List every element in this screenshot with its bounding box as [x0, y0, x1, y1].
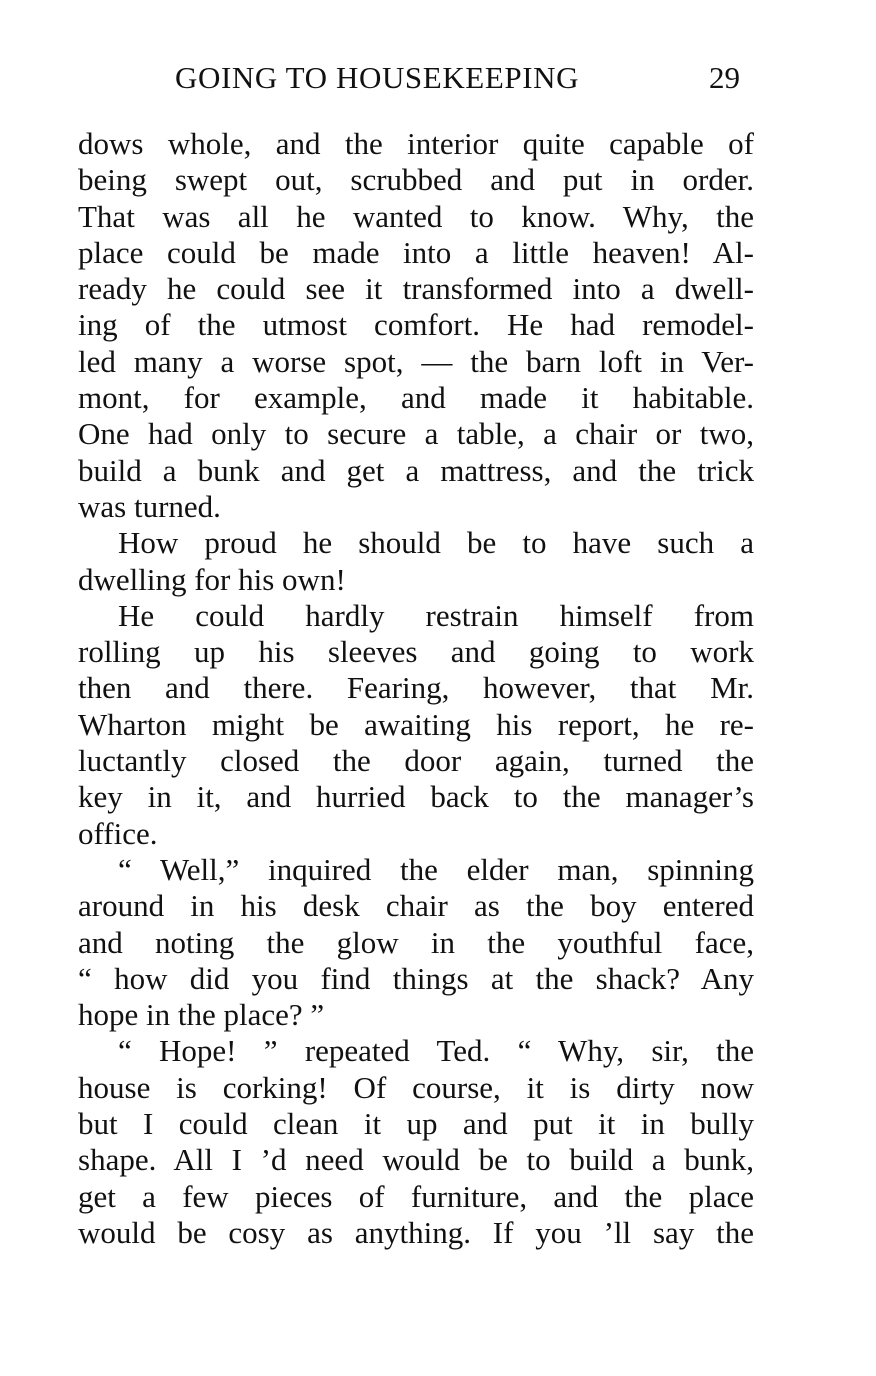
text-line: key in it, and hurried back to the manager’s — [78, 779, 754, 815]
text-line: He could hardly restrain himself from — [118, 597, 754, 633]
text-line: build a bunk and get a mattress, and the trick — [78, 452, 754, 488]
running-head — [78, 56, 754, 100]
text-line: led many a worse spot, — the barn loft in Ver- — [78, 343, 754, 379]
text-line: “ Well,” inquired the elder man, spinning — [118, 851, 754, 887]
text-line: get a few pieces of furniture, and the place — [78, 1178, 754, 1214]
running-title: GOING TO HOUSEKEEPING — [175, 60, 580, 95]
text-line: would be cosy as anything. If you ’ll say the — [78, 1214, 754, 1250]
text-line: was turned. — [78, 488, 221, 524]
text-line: That was all he wanted to know. Why, the — [78, 198, 754, 234]
text-line: ing of the utmost comfort. He had remodel- — [78, 307, 754, 343]
text-line: then and there. Fearing, however, that Mr. — [78, 670, 754, 706]
text-line: around in his desk chair as the boy entered — [78, 888, 754, 924]
text-line: place could be made into a little heaven! Al- — [78, 234, 754, 270]
text-line: dows whole, and the interior quite capable of — [78, 126, 754, 161]
text-line: How proud he should be to have such a — [118, 525, 754, 561]
text-line: “ how did you find things at the shack? Any — [78, 960, 754, 996]
text-line: and noting the glow in the youthful face, — [78, 924, 754, 960]
text-line: dwelling for his own! — [78, 561, 346, 597]
text-line: being swept out, scrubbed and put in order. — [78, 162, 754, 198]
text-line: Wharton might be awaiting his report, he re- — [78, 706, 754, 742]
text-line: but I could clean it up and put it in bully — [78, 1106, 754, 1142]
text-line: hope in the place? ” — [78, 997, 325, 1033]
body-text — [78, 126, 754, 1251]
text-line: mont, for example, and made it habitable. — [78, 380, 754, 416]
page-number: 29 — [709, 60, 740, 95]
text-line: shape. All I ’d need would be to build a bunk, — [78, 1142, 754, 1178]
text-line: luctantly closed the door again, turned the — [78, 743, 754, 779]
text-line: office. — [78, 815, 158, 851]
text-line: rolling up his sleeves and going to work — [78, 634, 754, 670]
text-line: “ Hope! ” repeated Ted. “ Why, sir, the — [118, 1033, 754, 1069]
text-line: house is corking! Of course, it is dirty now — [78, 1069, 754, 1105]
text-line: ready he could see it transformed into a dwell- — [78, 271, 754, 307]
text-line: One had only to secure a table, a chair or two, — [78, 416, 754, 452]
